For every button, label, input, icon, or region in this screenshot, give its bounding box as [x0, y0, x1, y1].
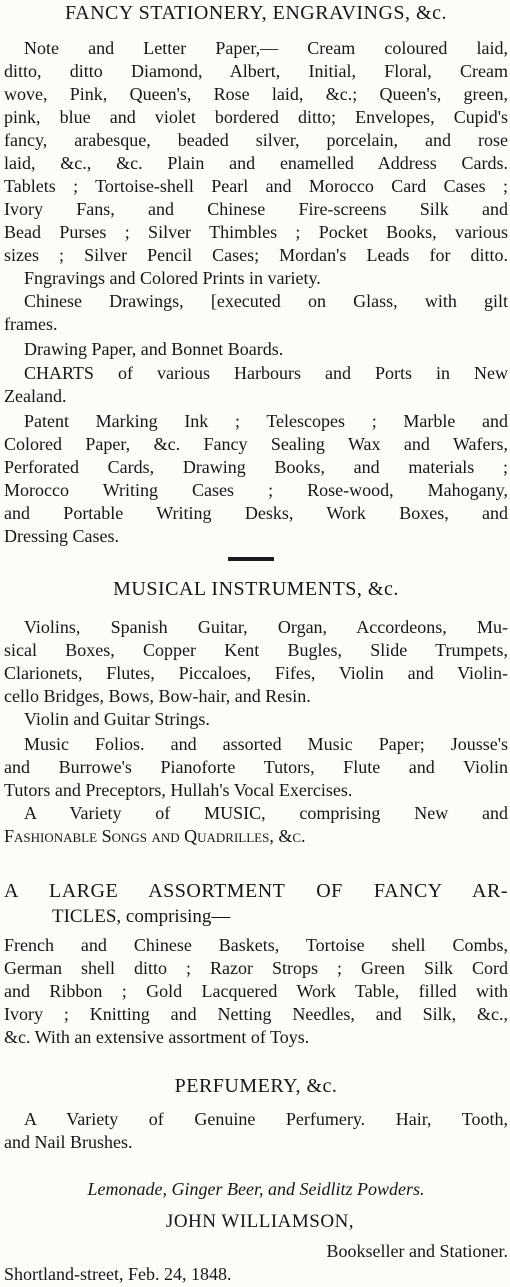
stationery-line: Drawing Paper, and Bonnet Boards. [24, 339, 284, 359]
fancy-line: German shell ditto ; Razor Strops ; Green Silk Cord [4, 958, 508, 978]
musical-line: sical Boxes, Copper Kent Bugles, Slide Trumpets, [4, 640, 508, 660]
fancy-line: &c. With an extensive assortment of Toys. [4, 1027, 310, 1047]
musical-line: Violin and Guitar Strings. [24, 709, 210, 729]
proprietor-name: JOHN WILLIAMSON, [165, 1211, 355, 1232]
perfumery-heading: PERFUMERY, &c. [174, 1075, 338, 1097]
perfumery-line: A Variety of Genuine Perfumery. Hair, Tooth, [24, 1109, 508, 1129]
stationery-line: Tablets ; Tortoise-shell Pearl and Morocco Card Cases ; [4, 176, 508, 196]
stationery-line: Zealand. [4, 386, 67, 406]
stationery-line: Patent Marking Ink ; Telescopes ; Marble and [24, 411, 508, 431]
musical-line: cello Bridges, Bows, Bow-hair, and Resin. [4, 686, 311, 706]
stationery-line: CHARTS of various Harbours and Ports in New [24, 363, 508, 383]
stationery-line: Perforated Cards, Drawing Books, and materials ; [4, 457, 508, 477]
perfumery-line: and Nail Brushes. [4, 1132, 133, 1152]
musical-line: and Burrowe's Pianoforte Tutors, Flute and Violin [4, 757, 508, 777]
stationery-line: ditto, ditto Diamond, Albert, Initial, Floral, Cream [4, 61, 508, 81]
stationery-line: Morocco Writing Cases ; Rose-wood, Mahogany, [4, 480, 508, 500]
musical-line: A Variety of MUSIC, comprising New and [24, 803, 508, 823]
drinks-line: Lemonade, Ginger Beer, and Seidlitz Powders. [87, 1179, 425, 1199]
musical-line: Tutors and Preceptors, Hullah's Vocal Exercises. [4, 780, 353, 800]
musical-heading: MUSICAL INSTRUMENTS, &c. [113, 578, 399, 600]
stationery-heading: FANCY STATIONERY, ENGRAVINGS, &c. [65, 2, 447, 24]
stationery-line: Dressing Cases. [4, 526, 119, 546]
stationery-line: Fngravings and Colored Prints in variety. [24, 268, 321, 288]
stationery-line: and Portable Writing Desks, Work Boxes, and [4, 503, 508, 523]
stationery-line: wove, Pink, Queen's, Rose laid, &c.; Queen's, green, [4, 84, 508, 104]
fancy-heading-line-2: TICLES, comprising— [52, 906, 231, 927]
section-divider [228, 557, 274, 561]
musical-line: Fashionable Songs and Quadrilles, &c. [4, 826, 306, 846]
fancy-heading-line-1: A LARGE ASSORTMENT OF FANCY AR- [4, 880, 508, 902]
stationery-line: frames. [4, 314, 58, 334]
stationery-line: Ivory Fans, and Chinese Fire-screens Silk and [4, 199, 508, 219]
fancy-line: Ivory ; Knitting and Netting Needles, and Silk, &c., [4, 1004, 508, 1024]
address-date: Shortland-street, Feb. 24, 1848. [4, 1264, 232, 1284]
musical-line: Music Folios. and assorted Music Paper; Jousse's [24, 734, 508, 754]
stationery-line: Note and Letter Paper,— Cream coloured laid, [24, 38, 508, 58]
fancy-line: French and Chinese Baskets, Tortoise shell Combs, [4, 935, 508, 955]
musical-line: Violins, Spanish Guitar, Organ, Accordeons, Mu- [24, 617, 508, 637]
stationery-line: sizes ; Silver Pencil Cases; Mordan's Leads for ditto. [4, 245, 508, 265]
proprietor-title: Bookseller and Stationer. [326, 1241, 508, 1261]
stationery-line: Colored Paper, &c. Fancy Sealing Wax and Wafers, [4, 434, 508, 454]
stationery-line: laid, &c., &c. Plain and enamelled Address Cards. [4, 153, 508, 173]
stationery-line: fancy, arabesque, beaded silver, porcelain, and rose [4, 130, 508, 150]
stationery-line: Chinese Drawings, [executed on Glass, with gilt [24, 291, 508, 311]
musical-line: Clarionets, Flutes, Piccaloes, Fifes, Violin and Violin- [4, 663, 508, 683]
stationery-line: pink, blue and violet bordered ditto; Envelopes, Cupid's [4, 107, 508, 127]
fancy-line: and Ribbon ; Gold Lacquered Work Table, filled with [4, 981, 508, 1001]
stationery-line: Bead Purses ; Silver Thimbles ; Pocket Books, various [4, 222, 508, 242]
